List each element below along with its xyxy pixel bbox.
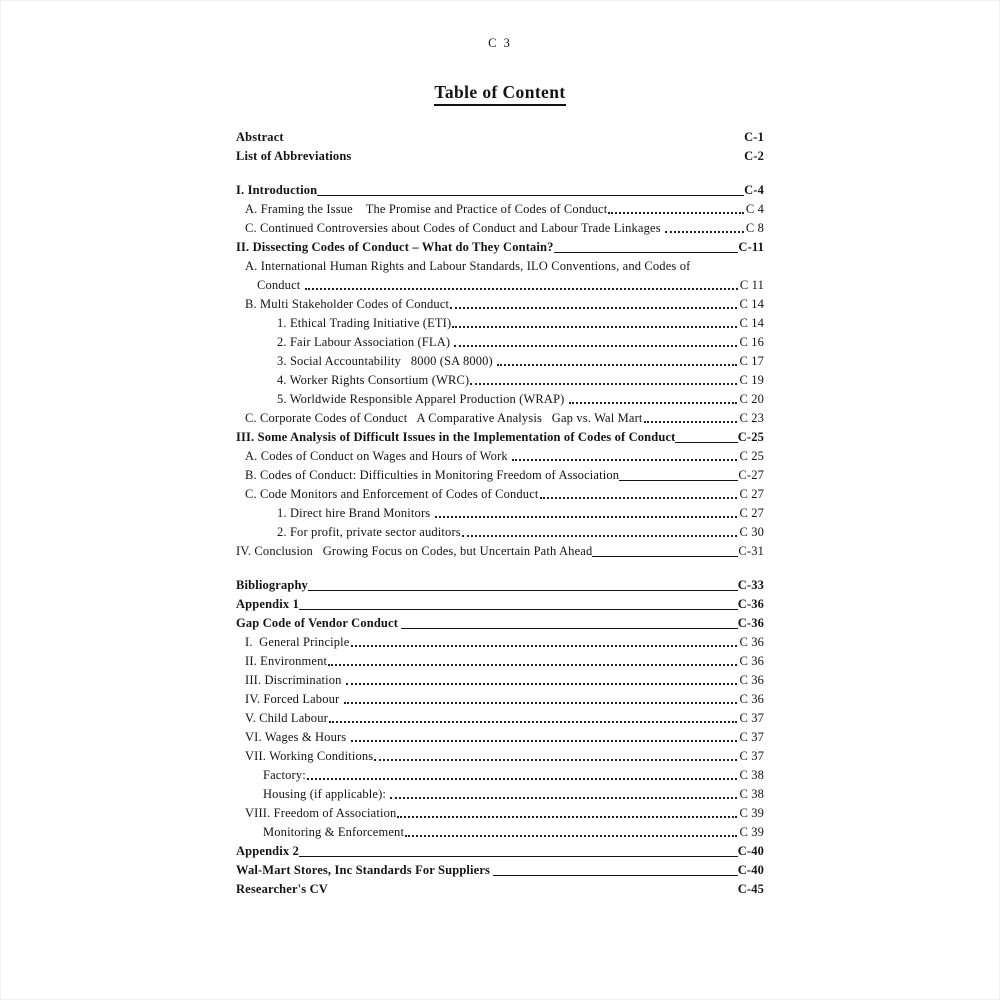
toc-entry-label: Monitoring & Enforcement <box>263 825 405 839</box>
toc-leader <box>452 326 737 328</box>
toc-entry-label: C. Code Monitors and Enforcement of Codes of Conduct <box>245 487 539 501</box>
toc-entry-label: VI. Wages & Hours <box>245 730 350 744</box>
toc-entry-label: A. Codes of Conduct on Wages and Hours of Work <box>245 449 512 463</box>
toc-entry <box>236 521 764 540</box>
toc-page-number: C 23 <box>739 411 764 425</box>
toc-entry-label: Researcher's CV <box>236 882 328 896</box>
toc-entry-label: Wal-Mart Stores, Inc Standards For Suppliers <box>236 863 494 877</box>
toc-entry-label: Conduct <box>257 278 304 292</box>
toc-entry <box>236 821 764 840</box>
toc-leader <box>307 778 738 780</box>
toc-page-number: C 11 <box>739 278 764 292</box>
toc-entry <box>236 236 764 255</box>
toc-entry <box>236 859 764 878</box>
toc-entry-label: B. Codes of Conduct: Difficulties in Monitoring Freedom of Association <box>245 468 620 482</box>
toc-page-number: C 36 <box>739 692 764 706</box>
toc-leader <box>450 307 737 309</box>
toc-page-number: C 27 <box>739 487 764 501</box>
toc-leader <box>644 421 738 423</box>
toc-leader <box>569 402 738 404</box>
toc-spacer <box>236 559 764 574</box>
toc-entry <box>236 255 764 274</box>
toc-page-number: C-33 <box>737 578 764 592</box>
toc-page-number: C-40 <box>737 844 764 858</box>
toc-entry <box>236 312 764 331</box>
toc-page-number: C 37 <box>739 749 764 763</box>
toc-leader <box>351 740 738 742</box>
toc-entry <box>236 464 764 483</box>
page-number-header: C 3 <box>488 36 512 50</box>
toc-page-number: C 38 <box>739 768 764 782</box>
toc-entry <box>236 369 764 388</box>
toc-leader <box>454 345 737 347</box>
toc-leader <box>397 816 737 818</box>
toc-entry-label: 5. Worldwide Responsible Apparel Production (WRAP) <box>277 392 568 406</box>
toc-entry-label: IV. Conclusion Growing Focus on Codes, but Uncertain Path Ahead <box>236 544 593 558</box>
toc-leader <box>435 516 738 518</box>
toc-entry <box>236 179 764 198</box>
toc-entry <box>236 840 764 859</box>
toc-page-number: C 39 <box>739 825 764 839</box>
toc-page-number: C-11 <box>738 240 764 254</box>
toc-leader <box>608 212 743 214</box>
toc-entry-label: 1. Direct hire Brand Monitors <box>277 506 434 520</box>
toc-page-number: C 36 <box>739 635 764 649</box>
toc-leader <box>401 628 737 629</box>
toc-entry-label: V. Child Labour <box>245 711 328 725</box>
toc-page-number: C 4 <box>745 202 764 216</box>
toc-entry <box>236 483 764 502</box>
toc-entry-label: Housing (if applicable): <box>263 787 390 801</box>
toc-leader <box>592 556 738 557</box>
toc-leader <box>344 702 738 704</box>
toc-entry-label: C. Continued Controversies about Codes of Conduct and Labour Trade Linkages <box>245 221 664 235</box>
toc-page-number: C-1 <box>744 130 764 144</box>
toc-leader <box>305 288 738 290</box>
title-container <box>0 82 1000 106</box>
toc-entry <box>236 726 764 745</box>
toc-entry <box>236 426 764 445</box>
toc-entry <box>236 631 764 650</box>
toc-entry <box>236 293 764 312</box>
page-title: Table of Content <box>434 82 565 106</box>
toc-leader <box>619 480 738 481</box>
toc-page-number: C 30 <box>739 525 764 539</box>
toc-leader <box>665 231 744 233</box>
toc-page-number: C 16 <box>739 335 764 349</box>
toc-entry-label: I. General Principle <box>245 635 350 649</box>
toc-entry-label: I. Introduction <box>236 183 318 197</box>
toc-entry <box>236 802 764 821</box>
toc-leader <box>540 497 738 499</box>
toc-page-number: C 20 <box>739 392 764 406</box>
toc-page-number: C-40 <box>737 863 764 877</box>
toc-entry-label: Gap Code of Vendor Conduct <box>236 616 402 630</box>
toc-page-number: C-27 <box>738 468 764 482</box>
toc-leader <box>299 856 738 857</box>
toc-leader <box>328 664 737 666</box>
toc-page-number: C-45 <box>737 882 764 896</box>
toc-entry-label: 2. Fair Labour Association (FLA) <box>277 335 454 349</box>
toc-entry-label: VII. Working Conditions <box>245 749 374 763</box>
toc-entry-label: A. International Human Rights and Labour Standards, ILO Conventions, and Codes of <box>245 259 691 273</box>
toc-leader <box>299 609 738 610</box>
toc-entry-label: Factory: <box>263 768 306 782</box>
toc-leader <box>351 645 738 647</box>
toc-spacer <box>236 164 764 179</box>
toc-entry-label: Abstract <box>236 130 284 144</box>
toc-page-number: C-36 <box>737 616 764 630</box>
toc-entry <box>236 350 764 369</box>
toc-entry <box>236 707 764 726</box>
toc-leader <box>329 721 738 723</box>
toc-page-number: C 36 <box>739 673 764 687</box>
toc-leader <box>470 383 737 385</box>
toc-leader <box>405 835 737 837</box>
toc-leader <box>493 875 737 876</box>
toc-page-number: C 8 <box>745 221 764 235</box>
toc-entry <box>236 593 764 612</box>
toc-page-number: C 27 <box>739 506 764 520</box>
toc-entry <box>236 764 764 783</box>
toc-entry <box>236 126 764 145</box>
toc-entry-label: 1. Ethical Trading Initiative (ETI) <box>277 316 452 330</box>
toc-entry <box>236 650 764 669</box>
toc-page-number: C 19 <box>739 373 764 387</box>
toc-page-number: C 37 <box>739 730 764 744</box>
toc-entry <box>236 783 764 802</box>
toc-entry <box>236 198 764 217</box>
toc-entry-label: IV. Forced Labour <box>245 692 343 706</box>
toc-entry-label: III. Discrimination <box>245 673 345 687</box>
table-of-contents <box>236 126 764 897</box>
toc-page-number: C 36 <box>739 654 764 668</box>
toc-entry <box>236 407 764 426</box>
toc-entry <box>236 540 764 559</box>
toc-entry <box>236 688 764 707</box>
toc-entry <box>236 612 764 631</box>
toc-leader <box>497 364 737 366</box>
toc-page-number: C 37 <box>739 711 764 725</box>
toc-entry-label: II. Dissecting Codes of Conduct – What do They Contain? <box>236 240 554 254</box>
toc-page-number: C 17 <box>739 354 764 368</box>
toc-leader <box>462 535 738 537</box>
toc-entry <box>236 217 764 236</box>
toc-entry-label: Appendix 1 <box>236 597 299 611</box>
toc-entry-label: III. Some Analysis of Difficult Issues in the Implementation of Codes of Conduct <box>236 430 676 444</box>
toc-leader <box>512 459 737 461</box>
toc-leader <box>308 590 738 591</box>
toc-leader <box>675 442 737 443</box>
toc-page-number: C-25 <box>737 430 764 444</box>
toc-leader <box>346 683 738 685</box>
toc-entry-label: 2. For profit, private sector auditors <box>277 525 461 539</box>
toc-entry <box>236 878 764 897</box>
toc-entry-label: C. Corporate Codes of Conduct A Comparative Analysis Gap vs. Wal Mart <box>245 411 643 425</box>
toc-page-number: C 14 <box>739 316 764 330</box>
toc-entry <box>236 145 764 164</box>
toc-entry-label: Appendix 2 <box>236 844 299 858</box>
toc-leader <box>554 252 739 253</box>
toc-entry <box>236 331 764 350</box>
toc-entry-label: B. Multi Stakeholder Codes of Conduct <box>245 297 450 311</box>
toc-page-number: C-31 <box>738 544 764 558</box>
toc-leader <box>390 797 737 799</box>
toc-entry-label: A. Framing the Issue The Promise and Practice of Codes of Conduct <box>245 202 608 216</box>
toc-entry-label: List of Abbreviations <box>236 149 352 163</box>
toc-entry-label: II. Environment <box>245 654 328 668</box>
toc-page-number: C-4 <box>744 183 764 197</box>
toc-entry <box>236 388 764 407</box>
toc-leader <box>374 759 737 761</box>
toc-page-number: C 39 <box>739 806 764 820</box>
toc-entry <box>236 445 764 464</box>
toc-entry-label: 4. Worker Rights Consortium (WRC) <box>277 373 470 387</box>
toc-entry <box>236 669 764 688</box>
toc-page-number: C 14 <box>739 297 764 311</box>
toc-entry <box>236 502 764 521</box>
toc-entry <box>236 274 764 293</box>
toc-entry <box>236 745 764 764</box>
toc-leader <box>317 195 744 196</box>
toc-page-number: C 38 <box>739 787 764 801</box>
toc-entry <box>236 574 764 593</box>
toc-entry-label: Bibliography <box>236 578 308 592</box>
toc-page-number: C-36 <box>737 597 764 611</box>
toc-page-number: C 25 <box>739 449 764 463</box>
toc-entry-label: VIII. Freedom of Association <box>245 806 397 820</box>
toc-page-number: C-2 <box>744 149 764 163</box>
toc-entry-label: 3. Social Accountability 8000 (SA 8000) <box>277 354 497 368</box>
